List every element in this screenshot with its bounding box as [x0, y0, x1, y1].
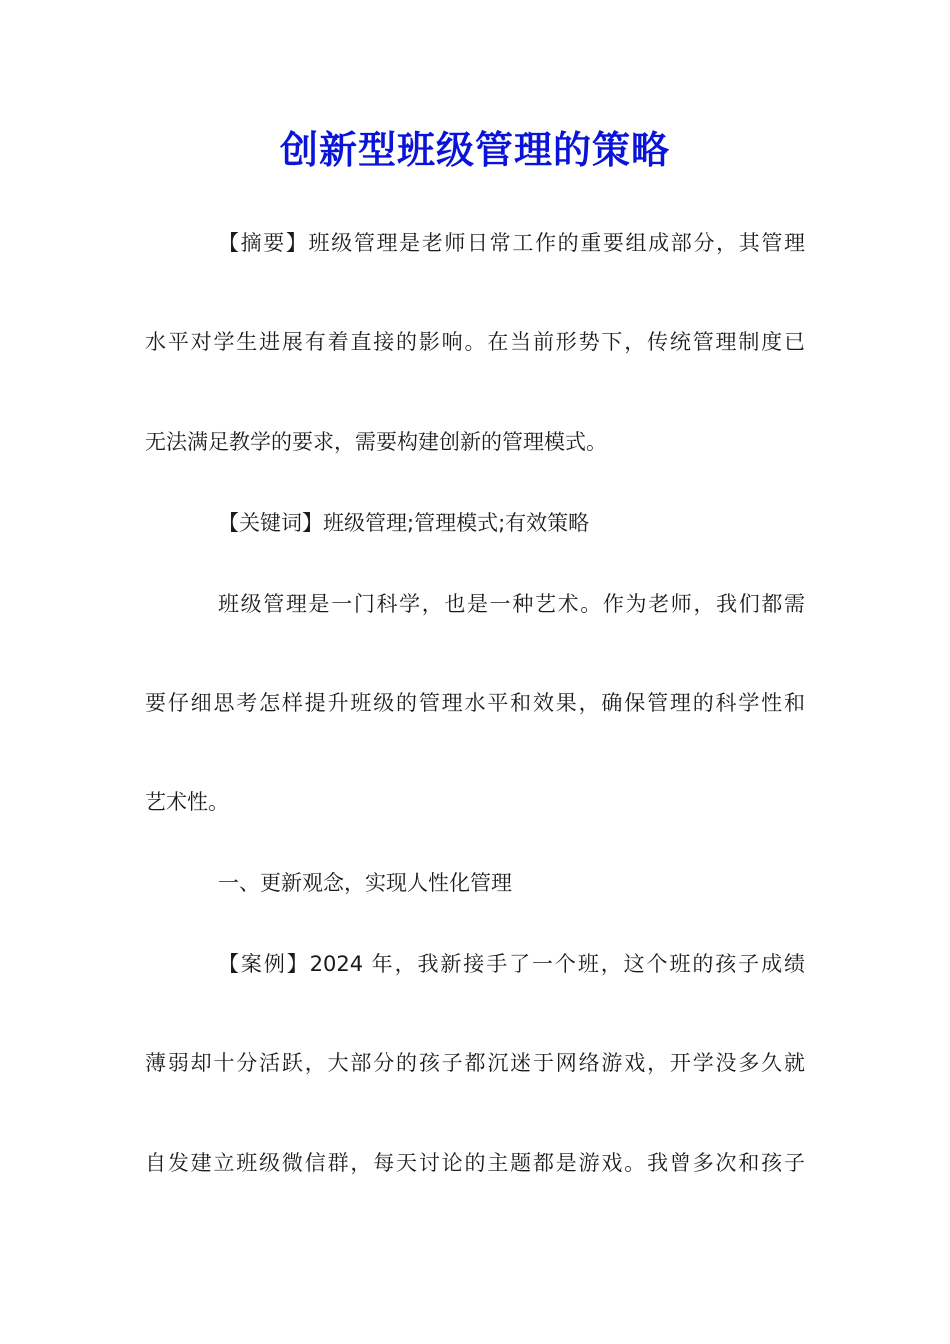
- keywords-line: 【关键词】班级管理;管理模式;有效策略: [218, 511, 590, 535]
- case-line-2: 薄弱却十分活跃，大部分的孩子都沉迷于网络游戏，开学没多久就: [145, 1051, 805, 1075]
- section-heading-1: 一、更新观念，实现人性化管理: [218, 871, 512, 895]
- intro-line-2: 要仔细思考怎样提升班级的管理水平和效果，确保管理的科学性和: [145, 691, 805, 715]
- intro-line-3: 艺术性。: [145, 790, 229, 814]
- case-line-1: 【案例】2024 年，我新接手了一个班，这个班的孩子成绩: [218, 952, 805, 976]
- abstract-line-1: 【摘要】班级管理是老师日常工作的重要组成部分，其管理: [218, 231, 805, 255]
- intro-line-1: 班级管理是一门科学，也是一种艺术。作为老师，我们都需: [218, 592, 805, 616]
- case-line-3: 自发建立班级微信群，每天讨论的主题都是游戏。我曾多次和孩子: [145, 1151, 805, 1175]
- abstract-line-3: 无法满足教学的要求，需要构建创新的管理模式。: [145, 430, 607, 454]
- abstract-line-2: 水平对学生进展有着直接的影响。在当前形势下，传统管理制度已: [145, 330, 805, 354]
- document-title: 创新型班级管理的策略: [279, 127, 670, 172]
